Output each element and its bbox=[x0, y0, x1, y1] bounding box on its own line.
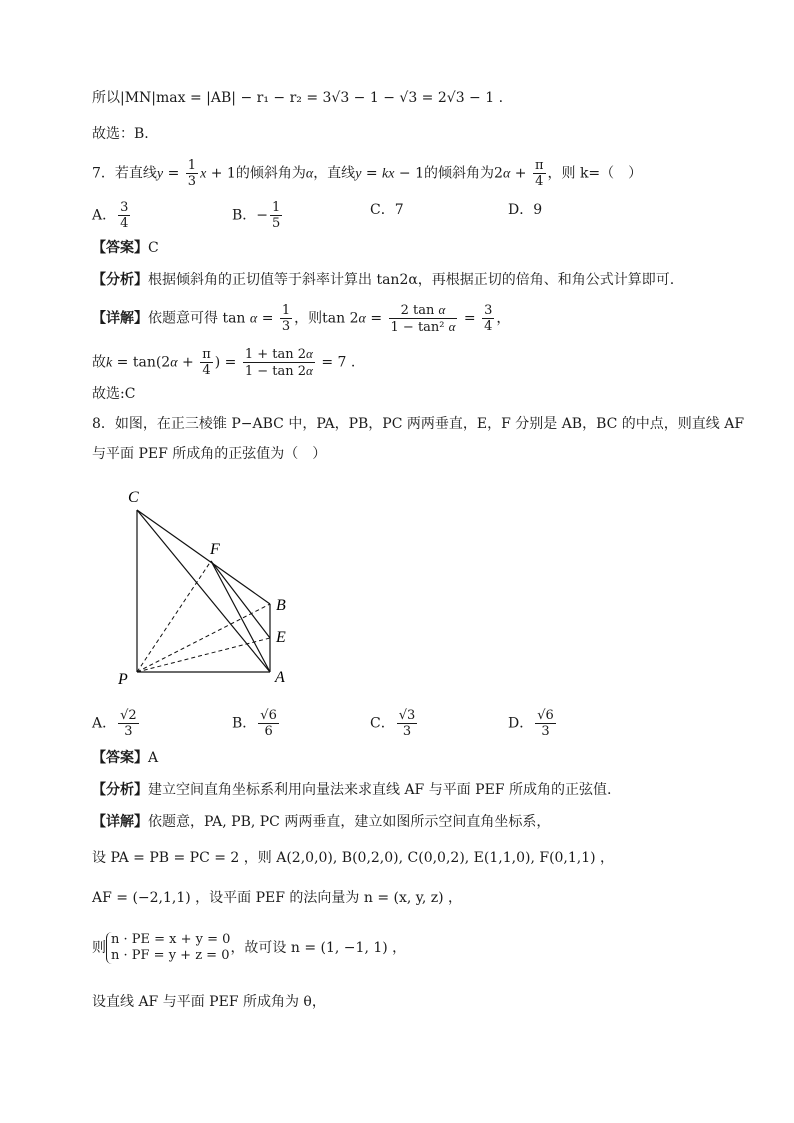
analysis-tag: 【分析】 bbox=[92, 272, 148, 288]
q8-detail-5: 设直线 AF 与平面 PEF 所成角为 θ， bbox=[92, 994, 326, 1010]
option-num: 3 bbox=[120, 200, 129, 215]
label-f: F bbox=[210, 541, 220, 558]
answer-tag: 【答案】 bbox=[92, 240, 148, 256]
q7-frac-pi4: $\frac{\pi}{4}$ bbox=[534, 158, 544, 189]
option-text: 7 bbox=[394, 202, 404, 218]
label-e: E bbox=[276, 629, 286, 646]
q8-stem-1: 8．如图，在正三棱锥 P−ABC 中，PA，PB，PC 两两垂直，E，F 分别是 AB，BC 的中点，则直线 AF bbox=[92, 416, 745, 432]
q7-answer bbox=[92, 238, 159, 258]
detail-text: 故 bbox=[92, 354, 106, 371]
option-num: √6 bbox=[260, 708, 277, 723]
q7-stem: 7．若直线y = $\frac{1}{3}$ x + 1的倾斜角为α，直线y = kx − 1的倾斜角为2α + $\frac{\pi}{4}$ ，则 k=（ ） bbox=[92, 158, 643, 189]
mn-equation-line: 所以|MN|max = |AB| − r₁ − r₂ = 3√3 − 1 − √3 = 2√3 − 1 . bbox=[92, 90, 504, 106]
option-label: D． bbox=[508, 715, 534, 732]
segment-pe bbox=[137, 638, 270, 672]
detail-tag: 【详解】 bbox=[92, 814, 148, 830]
q8-analysis bbox=[92, 780, 611, 800]
q8-option-d bbox=[508, 708, 558, 739]
option-label: B． bbox=[232, 207, 257, 224]
option-label: D． bbox=[508, 202, 534, 218]
option-num: √3 bbox=[398, 708, 416, 723]
option-label: A． bbox=[92, 207, 117, 224]
option-label: A． bbox=[92, 715, 117, 732]
label-a: A bbox=[275, 669, 285, 686]
q8-stem-2: 与平面 PEF 所成角的正弦值为（ ） bbox=[92, 446, 327, 462]
option-den: 3 bbox=[124, 724, 133, 739]
detail-text: 则 bbox=[92, 940, 106, 956]
q7-option-a bbox=[92, 200, 132, 231]
option-den: 5 bbox=[272, 216, 281, 231]
analysis-text: 根据倾斜角的正切值等于斜率计算出 tan2α，再根据正切的倍角、和角公式计算即可. bbox=[148, 272, 675, 288]
segment-fe bbox=[211, 561, 270, 638]
answer-value: C bbox=[148, 240, 159, 256]
analysis-tag: 【分析】 bbox=[92, 782, 148, 798]
edge-cb bbox=[137, 510, 270, 604]
detail-tag: 【详解】 bbox=[92, 310, 148, 327]
option-den: 3 bbox=[402, 724, 412, 739]
label-p: P bbox=[118, 671, 128, 688]
option-label: C． bbox=[370, 202, 395, 218]
option-num: 1 bbox=[272, 200, 281, 215]
option-text: 9 bbox=[533, 202, 543, 218]
answer-value: A bbox=[148, 750, 159, 766]
option-den: 3 bbox=[541, 724, 550, 739]
analysis-text: 建立空间直角坐标系利用向量法来求直线 AF 与平面 PEF 所成角的正弦值. bbox=[148, 782, 612, 798]
answer-tag: 【答案】 bbox=[92, 750, 148, 766]
detail-text: ，则 bbox=[294, 310, 323, 327]
q7-prefix: 7．若直线 bbox=[92, 165, 157, 182]
q7-option-b bbox=[232, 200, 284, 231]
q7-option-d bbox=[508, 200, 542, 220]
segment-pf bbox=[137, 561, 211, 672]
option-sign: − bbox=[256, 207, 269, 224]
q7-detail-1: 【详解】依题意可得 tan α = $\frac{1}{3}$ ，则tan 2α = $\frac{\text{2 tan α}}{\text{1 − tan² α}}$ = $\frac{3}{4}$ ， bbox=[92, 302, 511, 335]
detail-text: 依题意，PA, PB, PC 两两垂直，建立如图所示空间直角坐标系， bbox=[148, 814, 551, 830]
option-label: C． bbox=[370, 715, 395, 732]
q8-option-c bbox=[370, 708, 419, 739]
q8-detail-2: 设 PA = PB = PC = 2 ，则 A(2,0,0), B(0,2,0), C(0,0,2), E(1,1,0), F(0,1,1) ， bbox=[92, 850, 615, 866]
label-b: B bbox=[276, 597, 286, 614]
q7-suffix: ，则 k=（ ） bbox=[547, 165, 643, 182]
edge-ca bbox=[137, 510, 270, 672]
equation-system bbox=[106, 932, 230, 964]
option-num: √6 bbox=[537, 708, 554, 723]
option-num: √2 bbox=[120, 708, 137, 723]
q7-option-c bbox=[370, 200, 404, 220]
segment-af bbox=[211, 561, 270, 672]
label-c: C bbox=[128, 489, 139, 506]
equation-2: n · PF = y + z = 0 bbox=[111, 948, 230, 963]
q8-option-b bbox=[232, 708, 281, 739]
q8-detail-3: AF = (−2,1,1) ，设平面 PEF 的法向量为 n = (x, y, z) ， bbox=[92, 890, 463, 906]
q8-detail-1 bbox=[92, 812, 550, 832]
detail-text: 依题意可得 bbox=[148, 310, 218, 327]
option-den: 6 bbox=[264, 724, 273, 739]
edge-pb bbox=[137, 604, 270, 672]
pyramid-figure bbox=[110, 482, 310, 692]
q7-frac-third: $\frac{1}{3}$ bbox=[187, 158, 197, 189]
option-label: B． bbox=[232, 715, 257, 732]
q8-option-a bbox=[92, 708, 141, 739]
q7-mid1: 的倾斜角为 bbox=[235, 165, 306, 182]
option-den: 4 bbox=[120, 216, 129, 231]
choose-b-line: 故选：B. bbox=[92, 126, 149, 142]
q8-answer bbox=[92, 748, 158, 768]
q7-mid3: 的倾斜角为 bbox=[424, 165, 495, 182]
q7-detail-2: 故k = tan(2α + $\frac{\pi}{4}$ ) = $\frac{1 + \tan 2\alpha}{1 - \tan 2\alpha}$ = 7 . bbox=[92, 346, 356, 379]
detail-text: ，故可设 n = (1, −1, 1) ， bbox=[230, 940, 407, 956]
q7-mid2: ，直线 bbox=[313, 165, 356, 182]
q7-choose: 故选:C bbox=[92, 386, 136, 402]
q7-analysis bbox=[92, 270, 674, 290]
q8-detail-4 bbox=[92, 932, 406, 964]
equation-1: n · PE = x + y = 0 bbox=[111, 932, 231, 947]
